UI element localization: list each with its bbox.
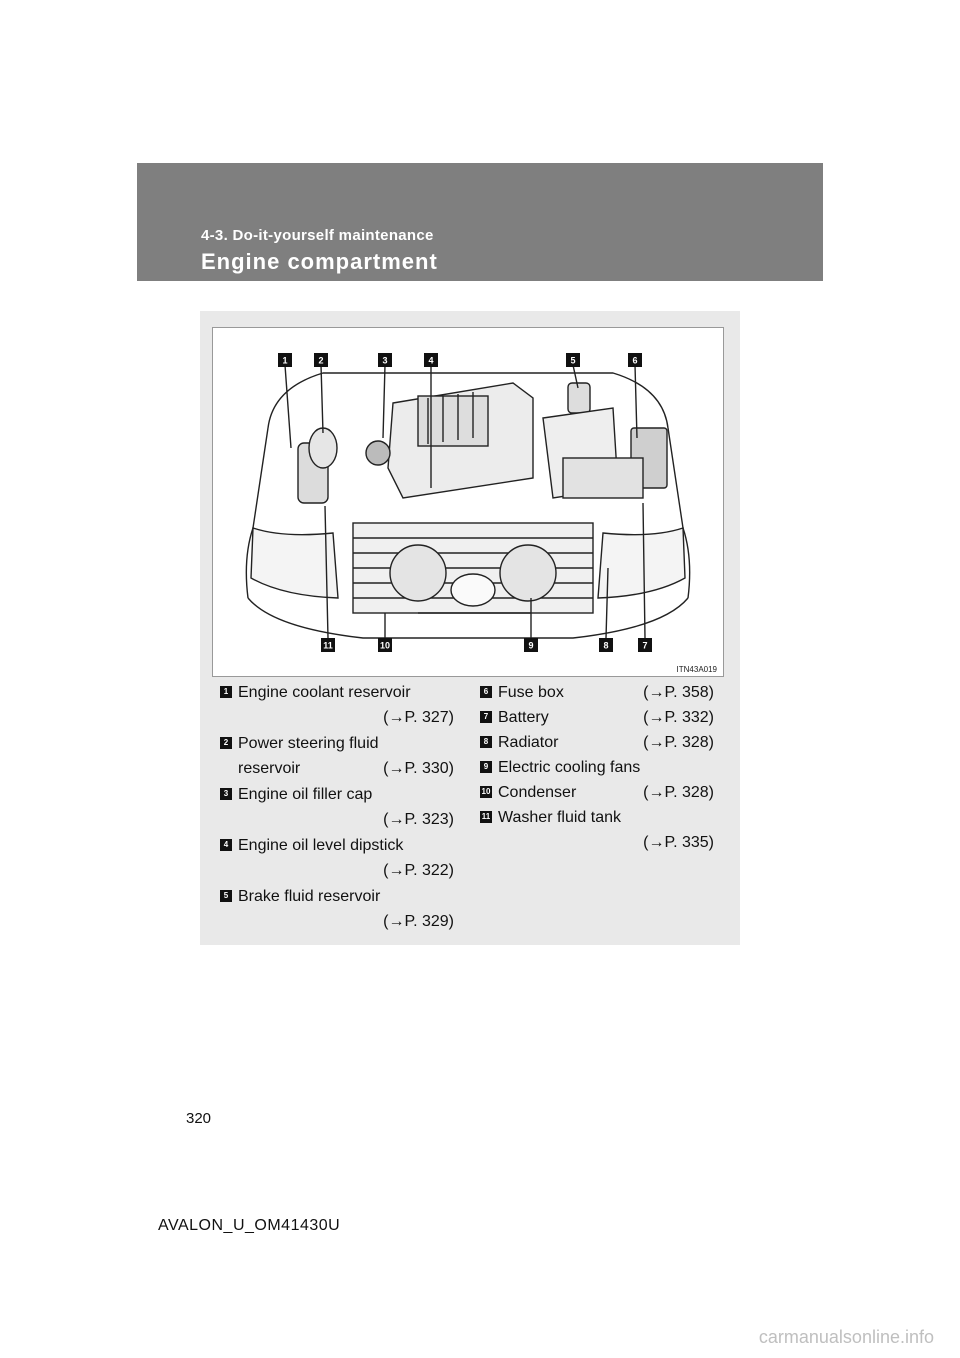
legend-ref-6: (→P. 358) [643, 684, 714, 701]
legend-num-9: 9 [480, 761, 492, 773]
callout-8: 8 [603, 640, 609, 651]
legend-label-2b: reservoir [238, 760, 301, 777]
legend-item-9 [460, 755, 714, 780]
legend-label-4: Engine oil level dipstick [238, 837, 404, 854]
legend-label-7: Battery [498, 709, 549, 726]
legend-ref-2: (→P. 330) [383, 760, 454, 777]
legend-item-7 [460, 705, 714, 730]
document-code: AVALON_U_OM41430U [158, 1217, 341, 1234]
legend-num-8: 8 [480, 736, 492, 748]
callout-9: 9 [528, 640, 534, 651]
callout-2: 2 [318, 355, 324, 366]
section-header [137, 163, 823, 281]
legend-item-5 [200, 884, 454, 934]
legend-num-11: 11 [481, 812, 491, 821]
legend-label-6: Fuse box [498, 684, 564, 701]
engine-illustration [212, 327, 724, 677]
legend-num-2: 2 [220, 737, 232, 749]
legend-label-3: Engine oil filler cap [238, 786, 373, 803]
legend-label-8: Radiator [498, 734, 559, 751]
legend-ref-8: (→P. 328) [643, 734, 714, 751]
callout-7: 7 [642, 640, 648, 651]
legend-num-10: 10 [481, 787, 491, 796]
legend-right [460, 680, 714, 855]
legend-item-8 [460, 730, 714, 755]
legend-ref-7: (→P. 332) [643, 709, 714, 726]
legend-item-11 [460, 805, 714, 855]
legend-label-2: Power steering fluid [238, 735, 379, 752]
legend-ref-10: (→P. 328) [643, 784, 714, 801]
watermark: carmanualsonline.info [758, 1327, 934, 1347]
callout-10: 10 [379, 640, 391, 651]
legend-item-2 [200, 731, 454, 781]
callout-5: 5 [570, 355, 576, 366]
page-title: Engine compartment [201, 249, 438, 274]
legend-ref-4: (→P. 322) [383, 862, 454, 879]
legend-num-4: 4 [220, 839, 232, 851]
callout-11: 11 [323, 640, 333, 651]
legend-label-5: Brake fluid reservoir [238, 888, 381, 905]
callout-6: 6 [632, 355, 638, 366]
page-number: 320 [186, 1110, 212, 1127]
callout-3: 3 [382, 355, 388, 366]
legend-item-1 [200, 680, 454, 730]
legend-ref-5: (→P. 329) [383, 913, 454, 930]
legend-num-7: 7 [480, 711, 492, 723]
callout-4: 4 [428, 355, 434, 366]
legend-num-5: 5 [220, 890, 232, 902]
legend-item-10 [460, 780, 714, 805]
legend-label-9: Electric cooling fans [498, 759, 641, 776]
legend-label-11: Washer fluid tank [498, 809, 622, 826]
engine-drawing [213, 328, 723, 676]
legend-ref-3: (→P. 323) [383, 811, 454, 828]
legend-item-3 [200, 782, 454, 832]
callout-1: 1 [282, 355, 288, 366]
content-panel [200, 311, 740, 945]
section-label: 4-3. Do-it-yourself maintenance [201, 227, 434, 244]
legend-ref-1: (→P. 327) [383, 709, 454, 726]
legend-label-1: Engine coolant reservoir [238, 684, 411, 701]
legend-ref-11: (→P. 335) [643, 834, 714, 851]
legend-label-10: Condenser [498, 784, 577, 801]
legend-num-1: 1 [220, 686, 232, 698]
legend-num-6: 6 [480, 686, 492, 698]
legend-num-3: 3 [220, 788, 232, 800]
figure-code: ITN43A019 [676, 665, 717, 674]
legend-item-6 [460, 680, 714, 705]
legend-left [200, 680, 454, 934]
legend-item-4 [200, 833, 454, 883]
